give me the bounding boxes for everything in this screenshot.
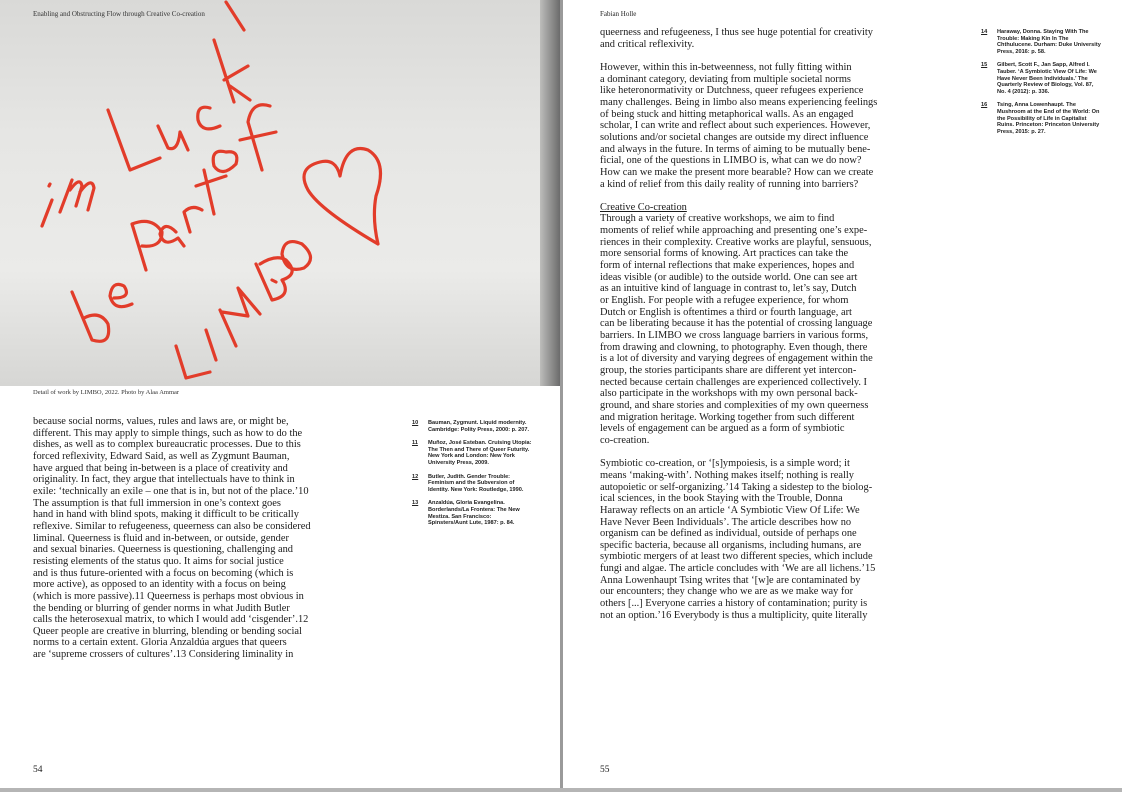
text-line: autopoietic or self-organizing.’14 Taking a sidestep to the biolog- xyxy=(600,481,873,493)
footnote-text: Bauman, Zygmunt. Liquid modernity. Cambridge: Polity Press, 2000: p. 207. xyxy=(428,420,530,433)
footnote-text: Muñoz, José Esteban. Cruising Utopia: The Then and There of Queer Futurity. New York and London: New York University Press, 2009. xyxy=(428,440,532,466)
text-line: a kind of relief from this daily reality of running into barriers? xyxy=(600,178,859,190)
footnote xyxy=(981,29,1103,55)
text-line: ical sciences, in the book Staying with the Trouble, Donna xyxy=(600,493,843,505)
text-line: because social norms, values, rules and laws are, or might be, xyxy=(33,416,289,427)
text-line: specific bacteria, because all organisms, including humans, are xyxy=(600,539,862,551)
text-line: norms to a certain extent. Gloria Anzaldúa argues that queers xyxy=(33,637,287,649)
text-line: Have Never Been Individuals’. The article describes how no xyxy=(600,516,852,528)
page-number: 55 xyxy=(600,765,610,775)
text-line: as an intuitive kind of language in contrast to, let’s say, Dutch xyxy=(600,283,857,295)
text-line: solutions and/or societal changes are outside my direct influence xyxy=(600,131,869,143)
bottom-edge xyxy=(0,788,1122,792)
text-line: the bending or blurring of gender norms in what Judith Butler xyxy=(33,602,290,614)
text-line: and migration heritage. Working together from such different xyxy=(600,411,855,423)
text-line: hand in hand with blind spots, making it difficult to be critically xyxy=(33,509,299,521)
text-line: also participate in the workshops with my own personal back- xyxy=(600,388,858,400)
artwork-photo xyxy=(0,0,560,386)
footnotes xyxy=(981,29,1103,142)
text-line: or English. For people with a refugee experience, for whom xyxy=(600,295,849,307)
footnote-number: 10 xyxy=(412,420,419,426)
footnote xyxy=(981,62,1103,95)
footnote-text: Gilbert, Scott F., Jan Sapp, Alfred I. Tauber. ‘A Symbiotic View Of Life: We Have Never Been Individuals.’ The Quarterly Review of Biology, Vol. 87, No. 4 (2012): p. 336. xyxy=(997,62,1097,95)
text-line: The assumption is that full immersion in one’s context goes xyxy=(33,497,281,509)
text-line: However, within this in-betweenness, not fully fitting within xyxy=(600,61,852,73)
right-page xyxy=(563,0,1122,792)
footnote xyxy=(412,420,532,433)
body-text xyxy=(33,416,358,661)
photo-edge-shadow xyxy=(540,0,560,386)
text-line: and always in the future. In terms of aiming to be mutually bene- xyxy=(600,143,871,155)
text-line: dishes, as well as to complex bureaucratic processes. Due to this xyxy=(33,439,301,451)
text-line: riences in their complexity. Creative works are playful, sensuous, xyxy=(600,236,872,248)
left-page xyxy=(0,0,560,792)
text-line: exile: ‘technically an exile – one that is in, but not of the place.’10 xyxy=(33,485,309,497)
text-line: means ‘making-with’. Nothing makes itself; nothing is really xyxy=(600,469,854,481)
footnote-number: 14 xyxy=(981,29,988,35)
text-line: resisting elements of the status quo. It aims for social justice xyxy=(33,555,284,567)
section-heading: Creative Co-creation xyxy=(600,201,687,213)
text-line: forced reflexivity, Edward Said, as well as Zygmunt Bauman, xyxy=(33,450,290,462)
footnote xyxy=(412,474,532,494)
text-line: ground, and share stories and complexities of my own queerness xyxy=(600,399,869,411)
paragraph xyxy=(600,62,920,190)
text-line: not an option.’16 Everybody is thus a multiplicity, quite literally xyxy=(600,609,868,621)
text-line: organism can be defined as individual, outside of perhaps one xyxy=(600,528,857,540)
text-line: are ‘supreme crossers of cultures’.13 Considering liminality in xyxy=(33,649,294,661)
text-line: from drawing and clowning, to photography. Even though, there xyxy=(600,341,868,353)
paragraph xyxy=(600,213,920,446)
photo-caption: Detail of work by LIMBO, 2022. Photo by Alaa Ammar xyxy=(33,389,180,396)
text-line: calls the heterosexual matrix, to which I would add ‘cisgender’.12 xyxy=(33,614,309,626)
text-line: Queer people are creative in blurring, blending or bending social xyxy=(33,625,302,637)
text-line: fungi and algae. The article concludes with ‘We are all lichens.’15 xyxy=(600,563,876,575)
paragraph xyxy=(600,27,920,50)
text-line: nected because certain challenges are experienced collectively. I xyxy=(600,376,868,388)
footnote-text: Haraway, Donna. Staying With The Trouble: Making Kin In The Chthulucene. Durham: Duke University Press, 2016: p. 58. xyxy=(997,29,1101,55)
text-line: moments of relief while approaching and presenting one’s expe- xyxy=(600,225,868,237)
text-line: queerness and refugeeness, I thus see huge potential for creativity xyxy=(600,27,873,38)
text-line: others [...] Everyone carries a history of contamination; purity is xyxy=(600,598,868,610)
text-line: can be liberating because it has the potential of crossing language xyxy=(600,318,873,330)
footnote-number: 15 xyxy=(981,62,988,69)
text-line: Dutch or English is oftentimes a third or fourth language, art xyxy=(600,306,852,318)
text-line: Through a variety of creative workshops, we aim to find xyxy=(600,213,835,225)
text-line: and sexual binaries. Queerness is questioning, challenging and xyxy=(33,544,293,556)
text-line: and is thus future-oriented with a focus on becoming (which is xyxy=(33,567,294,579)
running-header: Fabian Holle xyxy=(600,10,637,18)
text-line: Symbiotic co-creation, or ‘[s]ympoiesis, is a simple word; it xyxy=(600,458,850,470)
footnote-number: 13 xyxy=(412,500,419,507)
text-line: and critical reflexivity. xyxy=(600,38,695,50)
text-line: more active), as opposed to an identity with a focus on being xyxy=(33,579,286,591)
text-line: reflexive. Similar to refugeeness, queerness can also be considered xyxy=(33,520,311,532)
footnotes xyxy=(412,420,532,534)
footnote-text: Tsing, Anna Lowenhaupt. The Mushroom at the End of the World: On the Possibility of Life in Capitalist Ruins. Princeton: Princeton University Press, 2015: p. 27. xyxy=(997,102,1100,135)
text-line: many challenges. Being in limbo also means experiencing feelings xyxy=(600,96,878,108)
text-line: Anna Lowenhaupt Tsing writes that ‘[w]e are contaminated by xyxy=(600,574,861,586)
text-line: liminal. Queerness is fluid and in-between, or outside, gender xyxy=(33,532,289,544)
running-header: Enabling and Obstructing Flow through Creative Co-creation xyxy=(33,10,205,18)
text-line: co-creation. xyxy=(600,434,650,446)
footnote-text: Anzaldúa, Gloria Evangelina. Borderlands/La Frontera: The New Mestiza. San Francisco: Spinsters/Aunt Lute, 1987: p. 84. xyxy=(428,500,520,527)
handwriting-drawing xyxy=(0,0,560,386)
text-line: a dominant category, deviating from multiple societal norms xyxy=(600,73,851,85)
page-number: 54 xyxy=(33,765,43,775)
footnote xyxy=(981,102,1103,135)
footnote-number: 12 xyxy=(412,473,419,480)
footnote-number: 11 xyxy=(412,440,418,447)
text-line: symbiotic mergers of at least two different species, which include xyxy=(600,551,873,563)
text-line: barriers. In LIMBO we cross language barriers in various forms, xyxy=(600,330,869,342)
text-line: levels of engagement can be argued as a form of symbiotic xyxy=(600,423,845,435)
text-line: is a lot of diversity and varying degrees of engagement within the xyxy=(600,353,873,365)
footnote xyxy=(412,440,532,466)
text-line: more sensorial forms of knowing. Art practices can take the xyxy=(600,248,849,260)
text-line: form of internal reflections that make experiences, hopes and xyxy=(600,260,855,272)
body-text xyxy=(600,27,920,633)
text-line: group, the stories participants share are different yet intercon- xyxy=(600,365,857,376)
footnote-number: 16 xyxy=(981,102,988,109)
footnote xyxy=(412,500,532,526)
footnote-text: Butler, Judith. Gender Trouble: Feminism and the Subversion of Identity. New York: Routledge, 1990. xyxy=(428,473,524,493)
text-line: of being stuck and hitting metaphorical walls. As an engaged xyxy=(600,108,854,120)
text-line: ideas visible (or audible) to the outside world. One can see art xyxy=(600,271,858,283)
paragraph xyxy=(33,416,358,661)
text-line: different. This may apply to simple things, such as how to do the xyxy=(33,427,303,439)
text-line: our encounters; they change who we are as we make way for xyxy=(600,586,854,598)
text-line: ficial, one of the questions in LIMBO is, what can we do now? xyxy=(600,155,862,167)
text-line: Haraway reflects on an article ‘A Symbiotic View Of Life: We xyxy=(600,504,860,516)
text-line: scholar, I can write and reflect about such experiences. However, xyxy=(600,120,871,132)
text-line: (which is more passive).11 Queerness is perhaps most obvious in xyxy=(33,590,304,602)
text-line: originality. In fact, they argue that intellectuals have to think in xyxy=(33,474,295,486)
paragraph xyxy=(600,458,920,621)
text-line: How can we make the present more bearable? How can we create xyxy=(600,166,874,178)
text-line: like heteronormativity or Dutchness, queer refugees experience xyxy=(600,85,864,97)
text-line: have argued that being in-between is a place of creativity and xyxy=(33,462,288,474)
